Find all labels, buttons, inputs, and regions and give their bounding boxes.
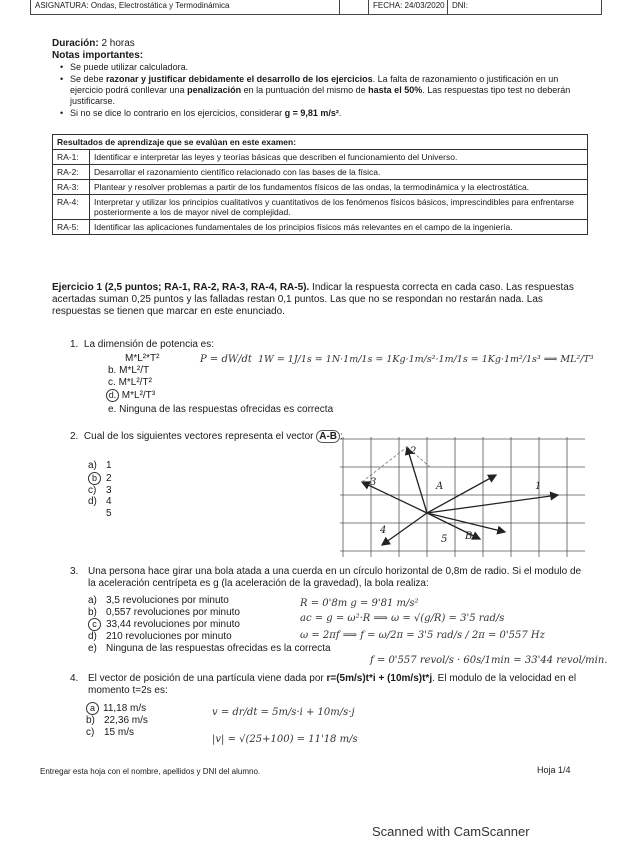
note-1: • Se puede utilizar calculadora. [70, 62, 582, 73]
q3-options [88, 595, 331, 654]
q3-option-c: c 33,44 revoluciones por minuto [88, 618, 331, 631]
q1-handwritten-1: P = dW/dt [200, 354, 252, 365]
q1-option-b: b. M*L²/T [108, 365, 150, 376]
page-number: Hoja 1/4 [537, 765, 571, 775]
vector-4 [382, 513, 427, 545]
q3-handwritten-1: R = 0'8m g = 9'81 m/s² [300, 598, 419, 609]
table-row: RA-1: Identificar e interpretar las leyes y teorías básicas que describen el funcionamiento del Universo. [53, 150, 588, 165]
date-field: FECHA: 24/03/2020 [369, 0, 448, 14]
vector-grid-diagram [340, 437, 585, 557]
exercise-1-title: Ejercicio 1 (2,5 puntos; RA-1, RA-2, RA-3, RA-4, RA-5). [52, 282, 310, 293]
q2-option-c: c) 3 [88, 484, 112, 496]
gap-field [340, 0, 369, 14]
q1-option-e: e. Ninguna de las respuestas ofrecidas es correcta [108, 404, 334, 415]
q2-options [88, 460, 112, 519]
question-2: 2. Cual de los siguientes vectores representa el vector A-B : [70, 431, 343, 442]
q4-handwritten-2: |v| = √(25+100) = 11'18 m/s [212, 734, 358, 745]
table-row: RA-3: Plantear y resolver problemas a partir de los fundamentos físicos de las ondas, la termodinámica y la electrostática. [53, 180, 588, 195]
q3-option-d: d) 210 revoluciones por minuto [88, 631, 232, 642]
q1-option-d: d. M*L²/T³ [106, 389, 155, 402]
q1-option-c: c. M*L²/T² [108, 377, 152, 388]
label-3: 3 [370, 477, 377, 488]
question-4: 4. El vector de posición de una partícula viene dada por r=(5m/s)t*i + (10m/s)t*j. El modulo de la velocidad en el momento t=2s es: [70, 673, 577, 696]
exercise-1-statement [52, 282, 584, 318]
duration-value: 2 horas [101, 38, 135, 49]
q4-options [86, 702, 148, 738]
label-A: A [436, 481, 444, 492]
q3-option-e: e) Ninguna de las respuestas ofrecidas es la correcta [88, 642, 331, 654]
note-2: • Se debe razonar y justificar debidamente el desarrollo de los ejercicios. La falta de razonamiento o justificación en un ejercicio podrá conllevar una penalización en la puntuación del mismo de hasta el 50%. Las respuestas tipo test no deberán justificarse. [70, 74, 582, 107]
grid-lines [340, 437, 585, 557]
notes-title: Notas importantes: [52, 50, 144, 61]
header-bar [30, 0, 602, 15]
label-4: 4 [380, 525, 387, 536]
table-row: RA-2: Desarrollar el razonamiento científico relacionado con las bases de la física. [53, 165, 588, 180]
q2-option-d: d) 4 [88, 496, 112, 507]
q1-option-a: M*L²*T² [125, 353, 160, 364]
subject-field: ASIGNATURA: Ondas, Electrostática y Termodinámica [31, 0, 340, 14]
q3-handwritten-2: ac = g = ω²·R ⟹ ω = √(g/R) = 3'5 rad/s [300, 613, 505, 624]
label-5: 5 [441, 534, 448, 545]
question-3: 3. Una persona hace girar una bola atada a una cuerda en un círculo horizontal de 0,8m de radio. Si el modulo de la aceleración centrípeta es g (la aceleración de la gravedad), la bola realiza: [70, 566, 582, 589]
vector-1 [427, 495, 558, 513]
table-row: RA-5: Identificar las aplicaciones fundamentales de los principios físicos más relevantes en el campo de la ingeniería. [53, 220, 588, 235]
q3-option-b: b) 0,557 revoluciones por minuto [88, 606, 240, 618]
scanner-watermark: Scanned with CamScanner [372, 824, 530, 839]
q3-option-a: a) 3,5 revoluciones por minuto [88, 595, 229, 606]
table-title: Resultados de aprendizaje que se evalúan en este examen: [53, 135, 588, 150]
label-B: B [465, 531, 473, 542]
q2-option-e: 5 [106, 507, 112, 519]
label-2: 2 [410, 446, 417, 457]
q4-handwritten-1: v = dr/dt = 5m/s·i + 10m/s·j [212, 707, 355, 718]
learning-outcomes-table [52, 134, 588, 235]
dni-field: DNI: [452, 1, 468, 10]
duration-label: Duración: [52, 38, 99, 49]
vector-B [427, 513, 505, 532]
table-row: RA-4: Interpretar y utilizar los principios cualitativos y cuantitativos de los fenómenos físicos básicos, imprescindibles para enfrentarse posteriormente a los de mayor nivel de complejidad. [53, 195, 588, 220]
q2-option-a: a) 1 [88, 460, 112, 471]
intro-block [52, 38, 582, 120]
q3-handwritten-3: ω = 2πf ⟹ f = ω/2π = 3'5 rad/s / 2π = 0'557 Hz [300, 630, 545, 641]
question-1: 1. La dimensión de potencia es: [70, 339, 214, 350]
q4-option-b: b) 22,36 m/s [86, 715, 148, 726]
footer-instructions: Entregar esta hoja con el nombre, apellidos y DNI del alumno. [40, 767, 261, 776]
label-1: 1 [535, 481, 542, 492]
q3-handwritten-4: f = 0'557 revol/s · 60s/1min = 33'44 revol/min. [370, 655, 608, 666]
note-3: • Si no se dice lo contrario en los ejercicios, considerar g = 9,81 m/s². [70, 108, 582, 119]
exercise-1-text: Indicar la respuesta correcta en cada caso. Las respuestas acertadas suman 0,25 puntos y las falladas restan 0,1 puntos. Las que no se respondan no restarán nada. Las respuestas se tienen que marcar en este enunciado. [52, 282, 574, 317]
q4-option-c: c) 15 m/s [86, 726, 135, 738]
q2-option-b: b 2 [88, 472, 112, 485]
q1-handwritten-2: 1W = 1J/1s = 1N·1m/1s = 1Kg·1m/s²·1m/1s = 1Kg·1m²/1s³ ⟹ ML²/T³ [258, 354, 594, 365]
q4-option-a: a 11,18 m/s [86, 702, 148, 715]
